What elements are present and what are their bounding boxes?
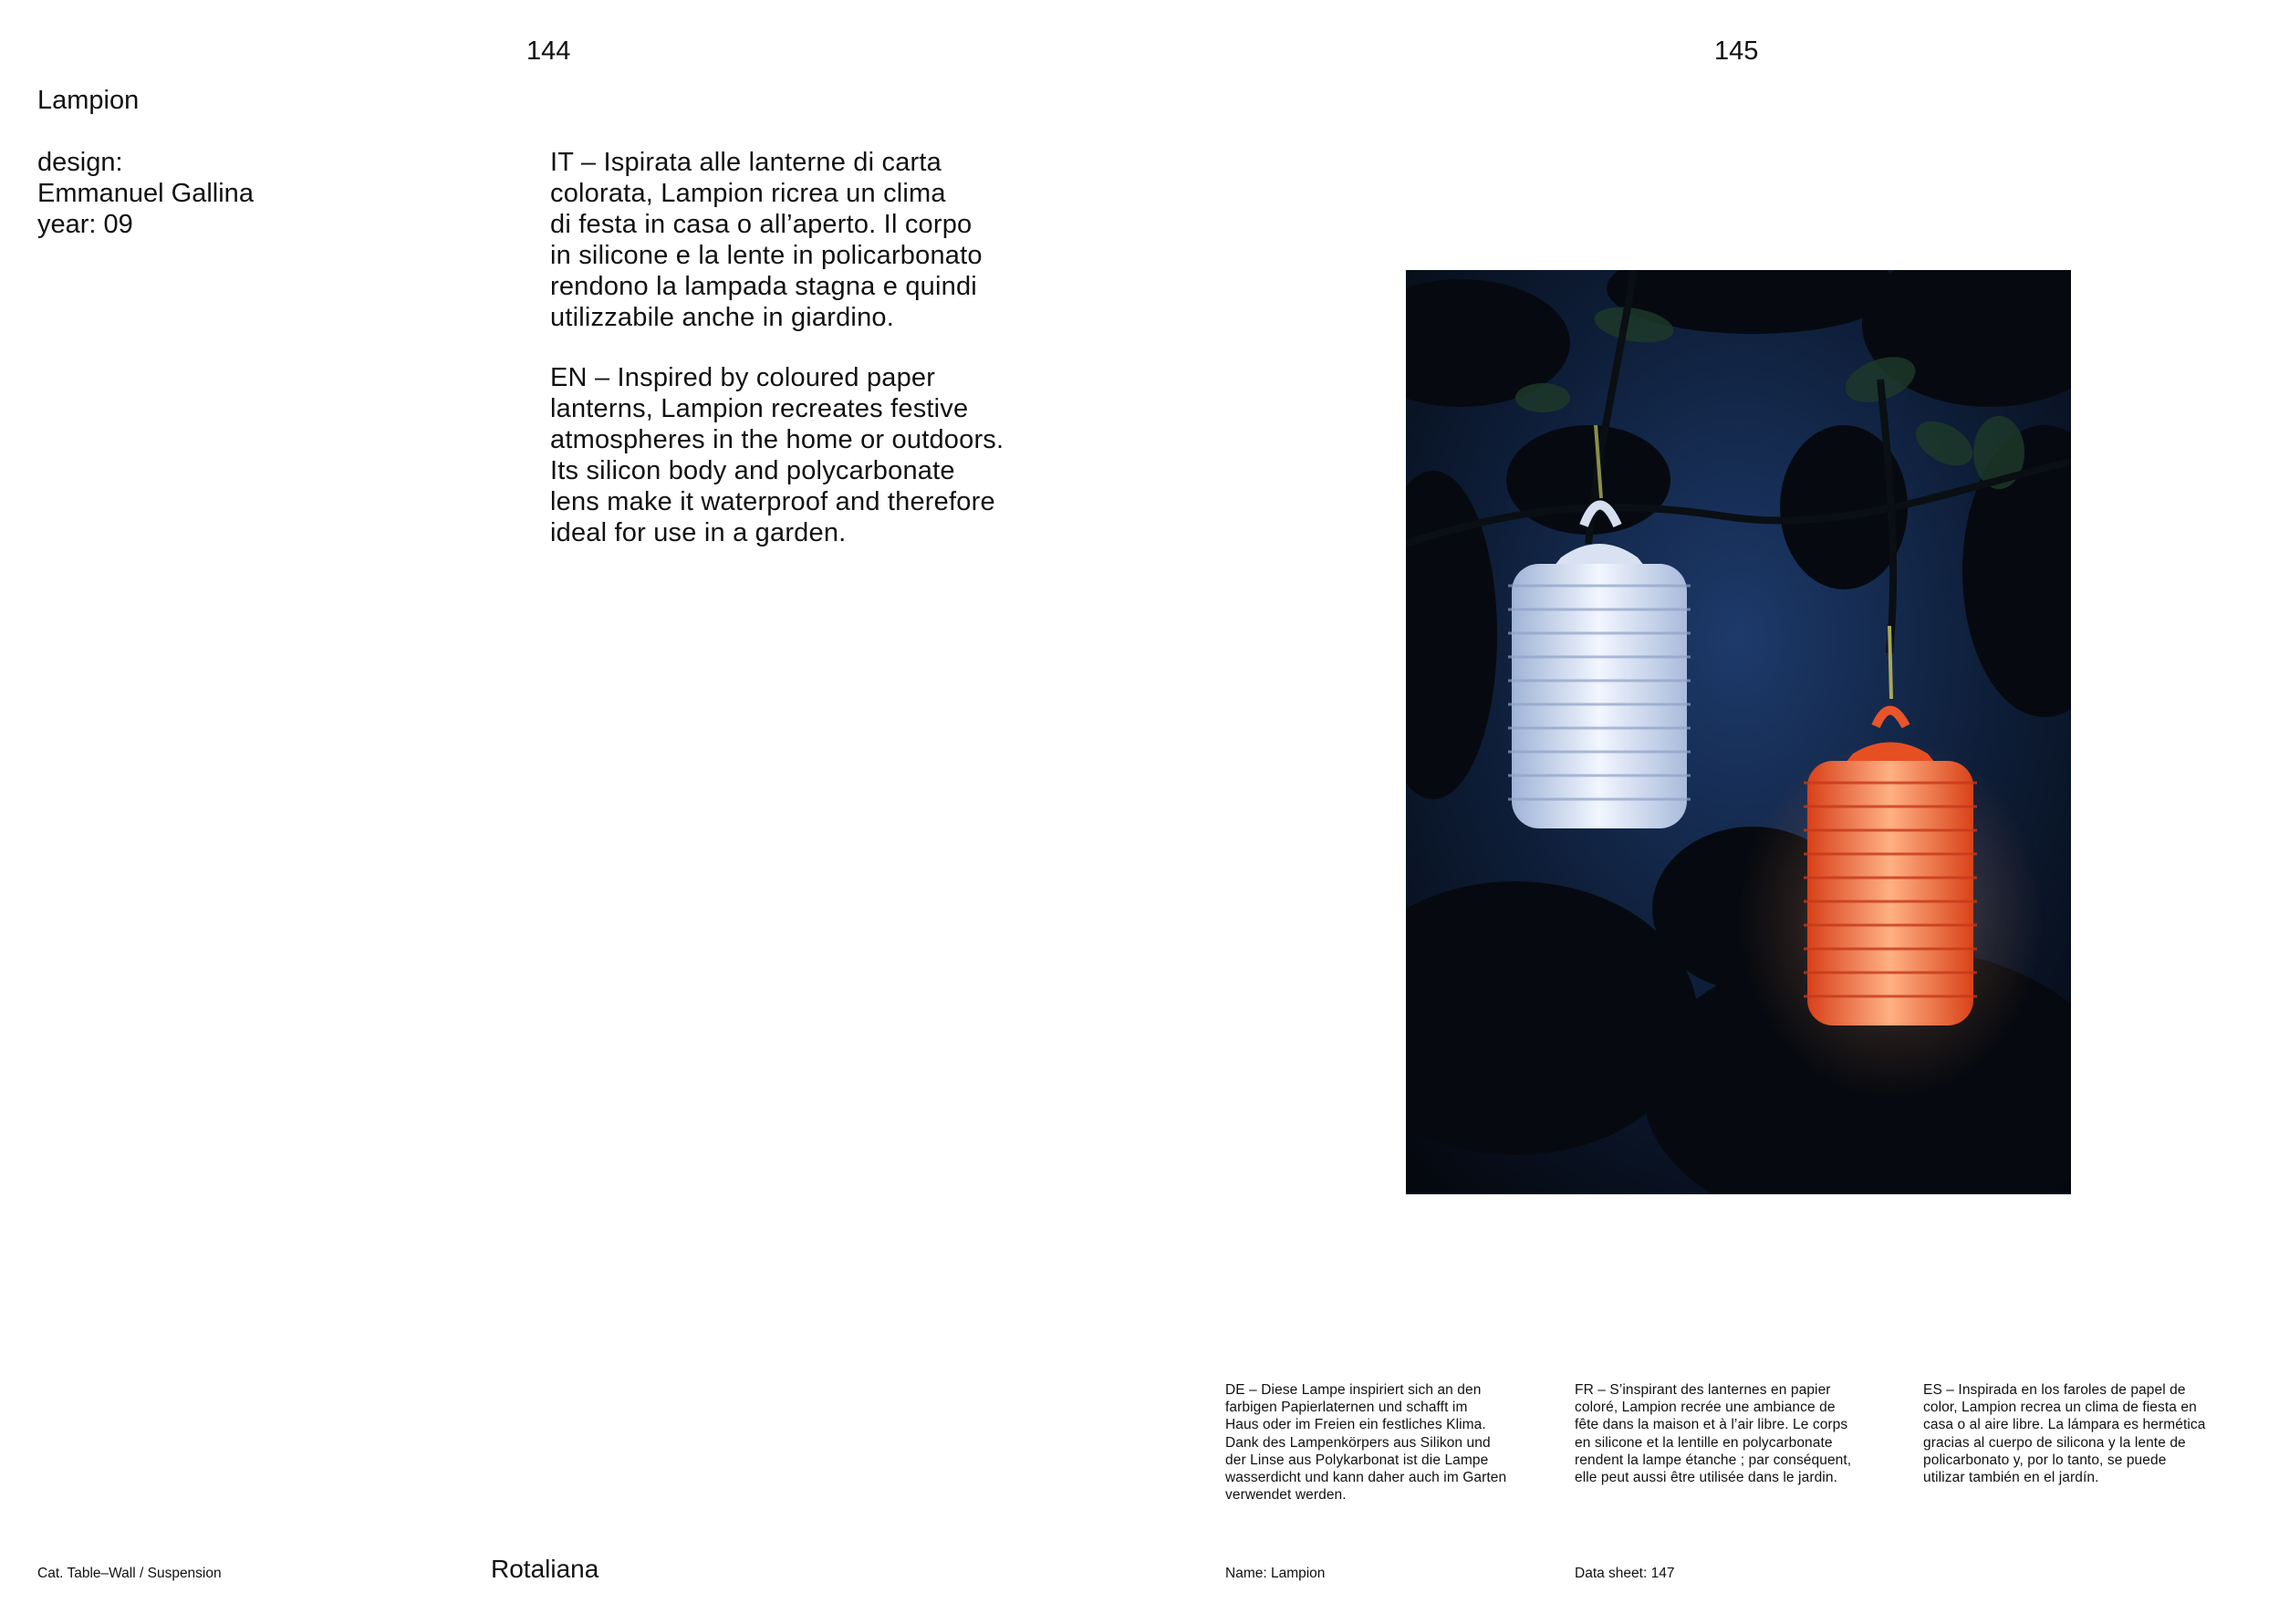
footer-category: Cat. Table–Wall / Suspension xyxy=(37,1566,222,1581)
lampion-lanterns-photo xyxy=(1406,270,2071,1194)
description-english: EN – Inspired by coloured paper lanterns, Lampion recreates festive atmospheres in the home or outdoors. Its silicon body and polycarbonate lens make it waterproof and therefore ideal for use in a garden. xyxy=(550,363,1004,547)
year-label: year: 09 xyxy=(37,210,133,239)
footer-brand: Rotaliana xyxy=(491,1555,599,1583)
description-german: DE – Diese Lampe inspiriert sich an den farbigen Papierlaternen und schafft im Haus oder im Freien ein festliches Klima. Dank des Lampenkörpers aus Silikon und der Linse aus Polykarbonat ist die Lampe wasserdicht und kann daher auch im Garten verwendet werden. xyxy=(1225,1382,1507,1504)
design-label: design: xyxy=(37,148,123,177)
description-italian: IT – Ispirata alle lanterne di carta colorata, Lampion ricrea un clima di festa in casa o all’aperto. Il corpo in silicone e la lente in policarbonato rendono la lampada stagna e quindi utilizzabile anche in giardino. xyxy=(550,148,983,332)
footer-product-name: Name: Lampion xyxy=(1225,1566,1326,1581)
footer-data-sheet: Data sheet: 147 xyxy=(1575,1566,1675,1581)
page-number-left: 144 xyxy=(526,36,571,66)
description-french: FR – S’inspirant des lanternes en papier coloré, Lampion recrée une ambiance de fête dans la maison et à l’air libre. Le corps en silicone et la lentille en polycarbonate rendent la lampe étanche ; par conséquent, elle peut aussi être utilisée dans le jardin. xyxy=(1575,1382,1852,1486)
designer-name: Emmanuel Gallina xyxy=(37,179,254,208)
product-name: Lampion xyxy=(37,86,140,115)
page-number-right: 145 xyxy=(1714,36,1759,66)
description-spanish: ES – Inspirada en los faroles de papel de color, Lampion recrea un clima de fiesta en casa o al aire libre. La lámpara es hermética gracias al cuerpo de silicona y la lente de policarbonato y, por lo tanto, se puede utilizar también en el jardín. xyxy=(1923,1382,2206,1486)
